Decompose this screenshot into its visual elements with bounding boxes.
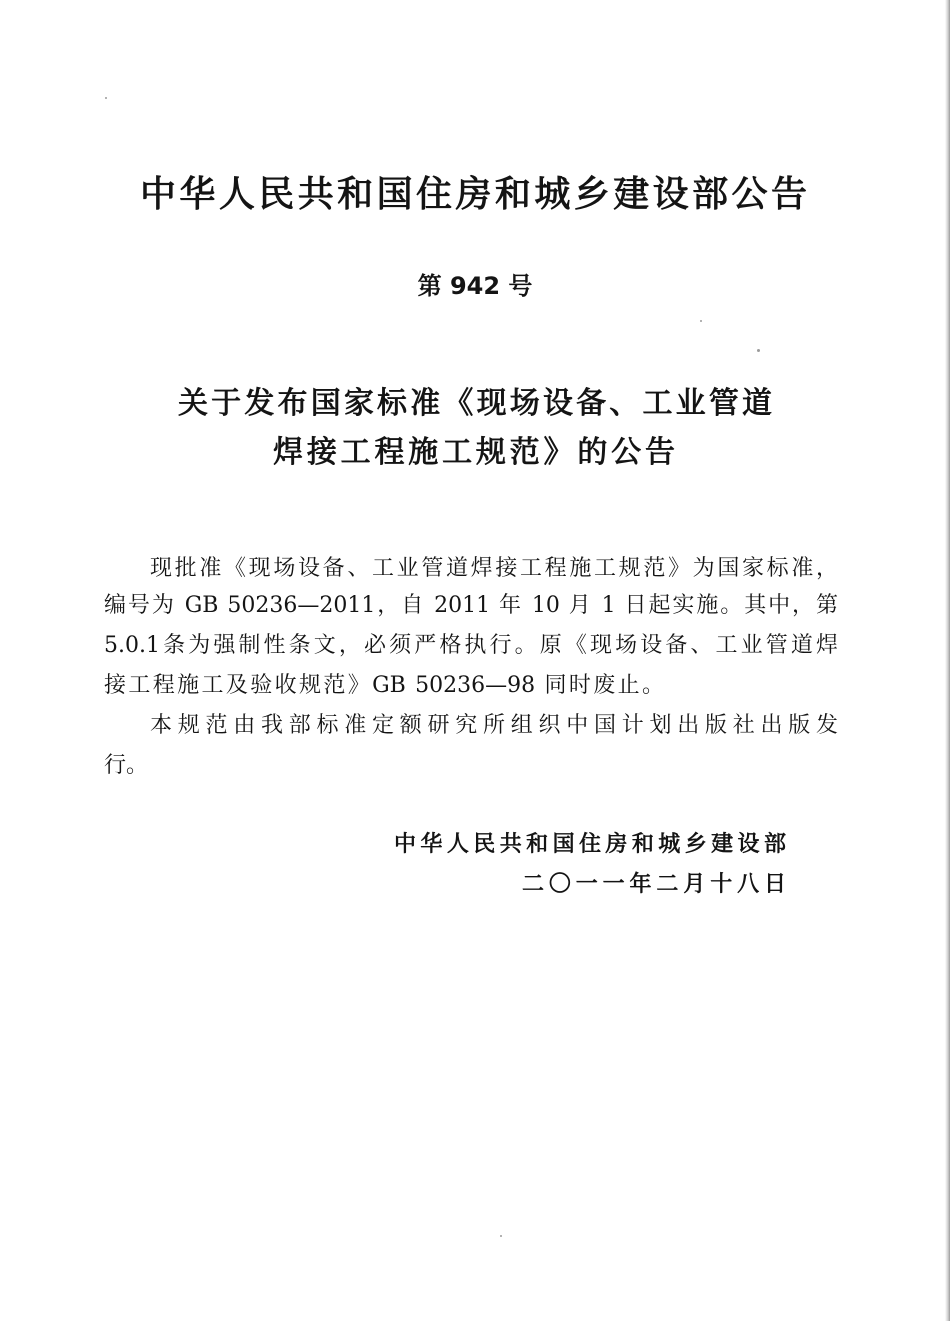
scan-speck — [105, 97, 107, 99]
bulletin-title: 中华人民共和国住房和城乡建设部公告 — [140, 174, 808, 215]
paragraph-line: 接工程施工及验收规范》GB 50236—98 同时废止。 — [104, 673, 664, 698]
paragraph-line: 本规范由我部标准定额研究所组织中国计划出版社出版发 — [150, 713, 838, 738]
scan-speck — [500, 1235, 502, 1237]
announcement-heading-line: 焊接工程施工规范》的公告 — [273, 435, 675, 470]
announcement-heading-line: 关于发布国家标准《现场设备、工业管道 — [178, 386, 772, 421]
page-edge-shadow — [945, 0, 950, 1321]
paragraph-line: 行。 — [104, 753, 149, 778]
bulletin-number: 第 942 号 — [417, 272, 533, 300]
signature-ministry: 中华人民共和国住房和城乡建设部 — [394, 832, 786, 857]
paragraph-line: 编号为 GB 50236—2011，自 2011 年 10 月 1 日起实施。其中，第 — [104, 593, 838, 618]
scan-speck — [757, 349, 760, 352]
scan-speck — [700, 320, 702, 322]
paragraph-line: 现批准《现场设备、工业管道焊接工程施工规范》为国家标准， — [150, 556, 838, 581]
paragraph-line: 5.0.1条为强制性条文，必须严格执行。原《现场设备、工业管道焊 — [104, 633, 838, 658]
signature-date: 二〇一一年二月十八日 — [522, 872, 786, 897]
